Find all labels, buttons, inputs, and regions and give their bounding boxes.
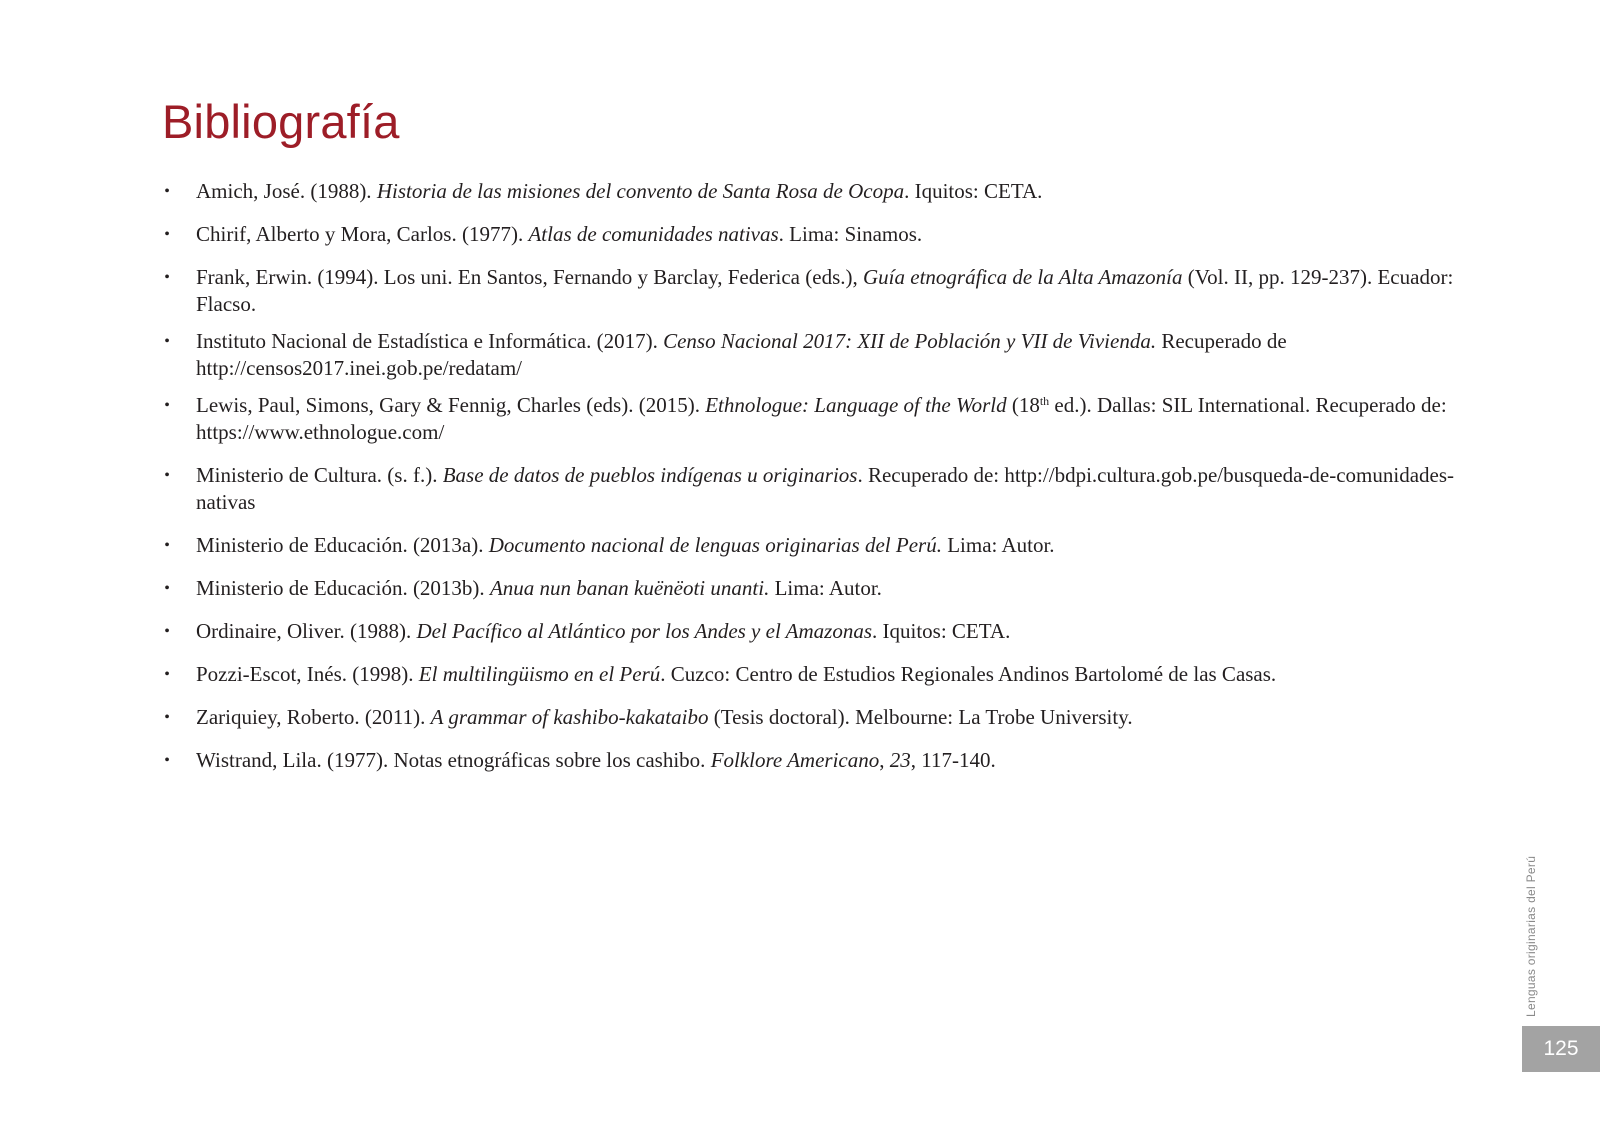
- entry-text: [196, 748, 996, 772]
- bibliography-entry: [162, 704, 1492, 731]
- bullet-icon: [162, 178, 172, 205]
- entry-text-segment: Amich, José. (1988).: [196, 179, 377, 203]
- bullet-icon: [162, 221, 172, 248]
- italic-title-text: Ethnologue: Language of the World: [705, 393, 1007, 417]
- page-number-box: [1522, 1026, 1600, 1072]
- bibliography-entry: [162, 264, 1492, 318]
- entry-text: [196, 705, 1133, 729]
- page-title: Bibliografía: [162, 95, 400, 148]
- entry-text-segment: Ministerio de Educación. (2013b).: [196, 576, 490, 600]
- bibliography-entry: [162, 221, 1492, 248]
- entry-text: [196, 463, 1454, 514]
- entry-text-segment: . Recuperado de: http://bdpi.cultura.gob.pe/busqueda-de-comunidades-nativas: [196, 463, 1455, 514]
- entry-text-segment: Lima: Autor.: [941, 533, 1055, 557]
- bibliography-entry: [162, 661, 1492, 688]
- italic-title-text: A grammar of kashibo-kakataibo: [430, 705, 709, 729]
- entry-text-segment: Recuperado de http://censos2017.inei.gob.pe/redatam/: [196, 329, 1287, 380]
- bullet-icon: [162, 392, 172, 419]
- entry-text-segment: Pozzi-Escot, Inés. (1998).: [196, 662, 419, 686]
- bibliography-list: [162, 178, 1492, 790]
- bullet-icon: [162, 747, 172, 774]
- italic-title-text: Historia de las misiones del convento de Santa Rosa de Ocopa: [376, 179, 905, 203]
- entry-text-segment: Ministerio de Cultura. (s. f.).: [196, 463, 443, 487]
- entry-text-segment: Wistrand, Lila. (1977). Notas etnográficas sobre los cashibo.: [196, 748, 711, 772]
- entry-text: [196, 619, 1010, 643]
- running-title: Lenguas originarias del Perú: [1524, 855, 1538, 1017]
- bibliography-entry: [162, 575, 1492, 602]
- italic-title-text: Censo Nacional 2017: XII de Población y VII de Vivienda.: [663, 329, 1157, 353]
- page-number: 125: [1543, 1037, 1579, 1060]
- entry-text: [196, 533, 1055, 557]
- bullet-icon: [162, 661, 172, 688]
- superscript-text: th: [1039, 394, 1050, 408]
- bibliography-entry: [162, 392, 1492, 446]
- entry-text: [196, 265, 1453, 316]
- entry-text-segment: (18: [1006, 393, 1040, 417]
- entry-text-segment: (Vol. II, pp. 129-237). Ecuador: Flacso.: [196, 265, 1454, 316]
- entry-text: [196, 222, 922, 246]
- bibliography-entry: [162, 532, 1492, 559]
- entry-text-segment: Ordinaire, Oliver. (1988).: [196, 619, 417, 643]
- italic-title-text: Documento nacional de lenguas originarias del Perú.: [488, 533, 942, 557]
- entry-text: [196, 329, 1287, 380]
- bullet-icon: [162, 575, 172, 602]
- bibliography-entry: [162, 747, 1492, 774]
- entry-text-segment: ed.). Dallas: SIL International. Recuperado de: https://www.ethnologue.com/: [196, 393, 1447, 444]
- entry-text: [196, 179, 1042, 203]
- entry-text-segment: Frank, Erwin. (1994). Los uni. En Santos, Fernando y Barclay, Federica (eds.),: [196, 265, 863, 289]
- bullet-icon: [162, 264, 172, 291]
- italic-title-text: Del Pacífico al Atlántico por los Andes y el Amazonas: [416, 619, 872, 643]
- bullet-icon: [162, 704, 172, 731]
- entry-text-segment: Chirif, Alberto y Mora, Carlos. (1977).: [196, 222, 529, 246]
- entry-text-segment: , 117-140.: [910, 748, 996, 772]
- entry-text-segment: . Iquitos: CETA.: [904, 179, 1043, 203]
- bullet-icon: [162, 462, 172, 489]
- italic-title-text: Folklore Americano: [710, 748, 880, 772]
- entry-text: [196, 662, 1276, 686]
- entry-text-segment: Instituto Nacional de Estadística e Informática. (2017).: [196, 329, 664, 353]
- bullet-icon: [162, 328, 172, 355]
- bibliography-entry: [162, 178, 1492, 205]
- bullet-icon: [162, 532, 172, 559]
- entry-text: [196, 393, 1447, 444]
- entry-text-segment: Lima: Autor.: [769, 576, 882, 600]
- entry-text-segment: . Iquitos: CETA.: [872, 619, 1011, 643]
- entry-text-segment: Zariquiey, Roberto. (2011).: [196, 705, 431, 729]
- bibliography-entry: [162, 618, 1492, 645]
- italic-title-text: Atlas de comunidades nativas: [528, 222, 779, 246]
- entry-text-segment: Ministerio de Educación. (2013a).: [196, 533, 489, 557]
- entry-text-segment: . Lima: Sinamos.: [778, 222, 923, 246]
- bibliography-entry: [162, 462, 1492, 516]
- entry-text: [196, 576, 882, 600]
- bibliography-entry: [162, 328, 1492, 382]
- italic-title-text: Base de datos de pueblos indígenas u originarios: [442, 463, 858, 487]
- entry-text-segment: ,: [879, 748, 890, 772]
- italic-title-text: Guía etnográfica de la Alta Amazonía: [863, 265, 1183, 289]
- italic-title-text: 23: [889, 748, 911, 772]
- entry-text-segment: Lewis, Paul, Simons, Gary & Fennig, Charles (eds). (2015).: [196, 393, 706, 417]
- entry-text-segment: (Tesis doctoral). Melbourne: La Trobe University.: [708, 705, 1133, 729]
- italic-title-text: Anua nun banan kuënëoti unanti.: [489, 576, 770, 600]
- italic-title-text: El multilingüismo en el Perú: [418, 662, 661, 686]
- bullet-icon: [162, 618, 172, 645]
- entry-text-segment: . Cuzco: Centro de Estudios Regionales Andinos Bartolomé de las Casas.: [660, 662, 1277, 686]
